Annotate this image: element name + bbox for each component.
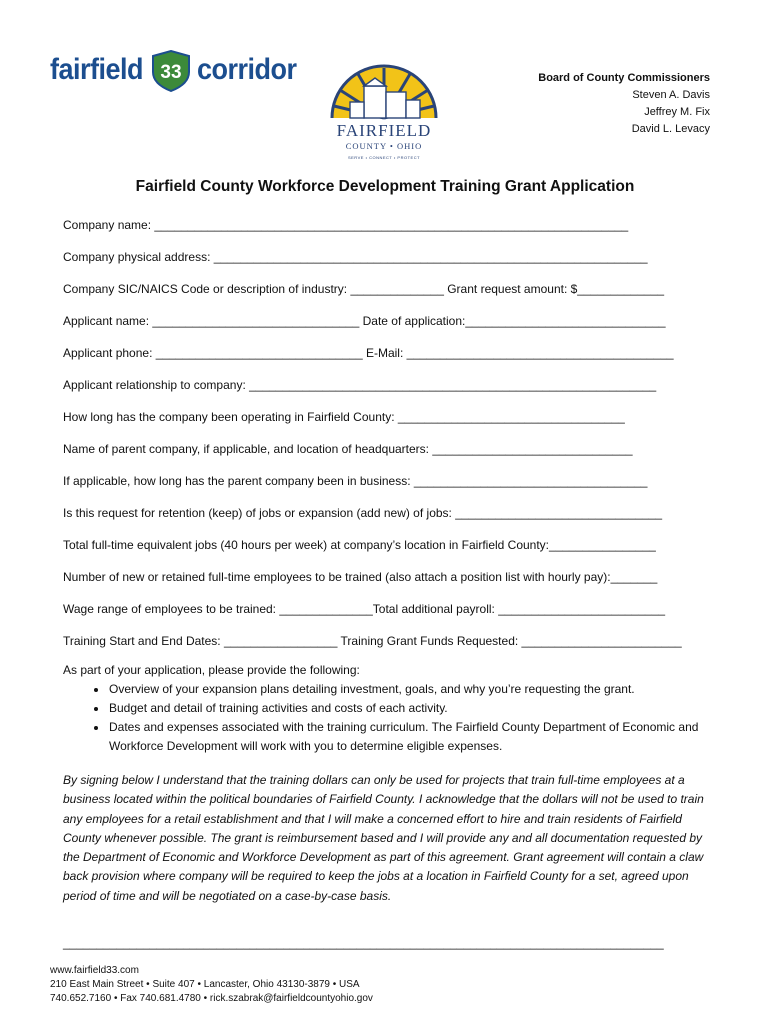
seal-name: FAIRFIELD <box>336 121 432 140</box>
board-member: David L. Levacy <box>631 123 710 135</box>
board-member: Jeffrey M. Fix <box>644 106 710 118</box>
route-33-shield-icon <box>149 50 193 92</box>
list-item: • Overview of your expansion plans detailing investment, goals, and why you’re requesting the grant. <box>108 680 713 699</box>
footer-address: 210 East Main Street • Suite 407 • Lancaster, Ohio 43130-3879 • USA <box>50 979 360 990</box>
footer-website: www.fairfield33.com <box>50 965 139 976</box>
requirements-section <box>63 661 713 756</box>
signature-line[interactable]: __________________________________________________________________________________________ <box>63 936 664 950</box>
logo-word-corridor: corridor <box>197 52 297 86</box>
fairfield-33-corridor-logo <box>50 48 297 94</box>
seal-subtitle: COUNTY • OHIO <box>345 141 423 151</box>
board-member: Steven A. Davis <box>632 89 710 101</box>
training-dates-funds-field[interactable]: Training Start and End Dates: _________________ Training Grant Funds Requested: ________________________ <box>63 634 682 648</box>
parent-business-duration-field[interactable]: If applicable, how long has the parent company been in business: ___________________________________ <box>63 474 648 488</box>
list-item: • Dates and expenses associated with the training curriculum. The Fairfield County Department of Economic and Workforce Development will work with you to determine eligible expenses. <box>108 718 713 756</box>
route-number: 33 <box>160 62 182 83</box>
applicant-name-date-field[interactable]: Applicant name: _______________________________ Date of application:______________________________ <box>63 314 666 328</box>
footer-contact: 740.652.7160 • Fax 740.681.4780 • rick.szabrak@fairfieldcountyohio.gov <box>50 993 373 1004</box>
fairfield-county-seal <box>318 56 450 164</box>
board-heading: Board of County Commissioners <box>538 72 710 84</box>
acknowledgement-statement: By signing below I understand that the training dollars can only be used for projects that train full-time employees at a business located within the political boundaries of Fairfield County. I acknowledge that the dollars will not be used to train any employees for a retail establishment and that I will make a concerned effort to hire and train residents of Fairfield County whenever possible. The grant is reimbursement based and I will provide any and all documentation requested by the Department of Economic and Workforce Development as part of this agreement. Grant agreement will contain a claw back provision where company will be required to keep the jobs at a location in Fairfield County for a set, agreed upon period of time and will be negotiated on a case-by-case basis. <box>63 773 704 903</box>
board-of-commissioners <box>538 70 710 138</box>
naics-grant-amount-field[interactable]: Company SIC/NAICS Code or description of industry: ______________ Grant request amount: $_____________ <box>63 282 665 296</box>
footer <box>50 964 373 1006</box>
form-title: Fairfield County Workforce Development Training Grant Application <box>135 178 635 195</box>
application-fields <box>63 215 713 663</box>
retention-expansion-field[interactable]: Is this request for retention (keep) of jobs or expansion (add new) of jobs: _______________________________ <box>63 506 663 520</box>
applicant-relationship-field[interactable]: Applicant relationship to company: _____________________________________________________________ <box>63 378 657 392</box>
parent-company-field[interactable]: Name of parent company, if applicable, and location of headquarters: ______________________________ <box>63 442 633 456</box>
wage-payroll-field[interactable]: Wage range of employees to be trained: ______________Total additional payroll: _________________________ <box>63 602 666 616</box>
company-address-field[interactable]: Company physical address: _________________________________________________________________ <box>63 250 648 264</box>
operating-duration-field[interactable]: How long has the company been operating in Fairfield County: __________________________________ <box>63 410 625 424</box>
employees-trained-field[interactable]: Number of new or retained full-time employees to be trained (also attach a position list with hourly pay):_______ <box>63 570 658 584</box>
list-item: • Budget and detail of training activities and costs of each activity. <box>108 699 713 718</box>
requirements-list <box>63 680 713 756</box>
fte-jobs-field[interactable]: Total full-time equivalent jobs (40 hours per week) at company’s location in Fairfield County:________________ <box>63 538 656 552</box>
logo-word-fairfield: fairfield <box>50 52 144 86</box>
seal-motto: SERVE • CONNECT • PROTECT <box>347 155 421 160</box>
applicant-phone-email-field[interactable]: Applicant phone: _______________________________ E-Mail: ________________________________________ <box>63 346 674 360</box>
requirements-intro: As part of your application, please provide the following: <box>63 663 360 677</box>
company-name-field[interactable]: Company name: _______________________________________________________________________ <box>63 218 629 232</box>
